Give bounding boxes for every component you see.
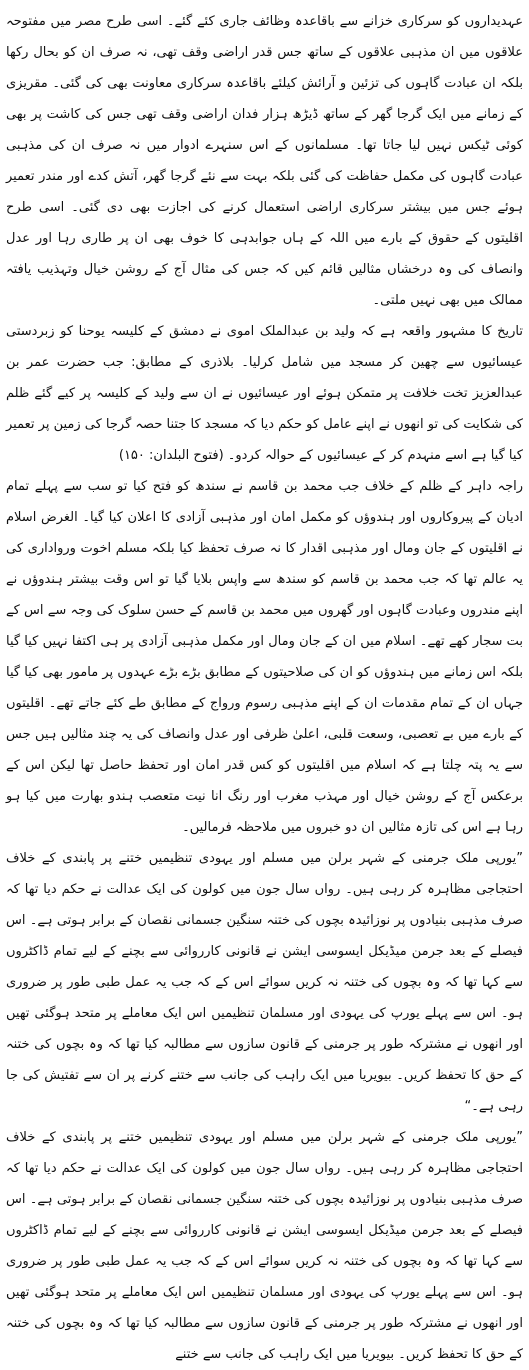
- paragraph-minority-rights: عہدیداروں کو سرکاری خزانے سے باقاعدہ وظائف جاری کئے گئے۔ اسی طرح مصر میں مفتوحہ علاقوں میں ان مذہبی علاقوں کے ساتھ جس قدر اراضی وقف تھی، نہ صرف ان کو بحال رکھا بلکہ ان عبادت گاہوں کی تزئین و آرائش کیلئے باقاعدہ سرکاری معاونت بھی کی گئی۔ مقریزی کے زمانے میں ایک گرجا گھر کے ساتھ ڈیڑھ ہزار فدان اراضی وقف تھی جس کی کاشت پر بھی کوئی ٹیکس نہیں لیا جاتا تھا۔ مسلمانوں کے اس سنہرے ادوار میں نہ صرف ان کی مذہبی عبادت گاہوں کی مکمل حفاظت کی گئی بلکہ بہت سے نئے گرجا گھر، آتش کدے اور مندر تعمیر ہوئے جس میں بیشتر سرکاری اراضی استعمال کرنے کی اجازت بھی دی گئی۔ اسی طرح اقلیتوں کے حقوق کے بارے میں اللہ کے ہاں جوابدہی کا خوف بھی ان پر طاری رہا اور عدل وانصاف کی وہ درخشاں مثالیں قائم کیں کہ جس کی مثال آج کے روشن خیال وتہذیب یافتہ ممالک میں بھی نہیں ملتی۔: [6, 14, 523, 308]
- paragraph-sindh-conquest: راجہ داہر کے ظلم کے خلاف جب محمد بن قاسم نے سندھ کو فتح کیا تو سب سے پہلے تمام ادیان کے پیروکاروں اور ہندوؤں کو مکمل امان اور مذہبی آزادی کا اعلان کیا گیا۔ الغرض اسلام نے اقلیتوں کے جان ومال اور مذہبی اقدار کا نہ صرف تحفظ کیا بلکہ مسلم اخوت ورواداری کی یہ عالم تھا کہ جب محمد بن قاسم کو سندھ سے واپس بلایا گیا تو اس وقت بیشتر ہندوؤں نے اپنے مندروں وعبادت گاہوں اور گھروں میں محمد بن قاسم کے حسن سلوک کی وجہ سے اس کے بت سجار کھے تھے۔ اسلام میں ان کے جان ومال اور مکمل مذہبی آزادی پر ہی اکتفا نہیں کیا گیا بلکہ اس زمانے میں ہندوؤں کو ان کی صلاحیتوں کے مطابق بڑے بڑے عہدوں پر مامور بھی کیا گیا جہاں ان کے تمام مقدمات ان کے اپنے مذہبی رسوم ورواج کے مطابق طے کئے جاتے تھے۔ اقلیتوں کے بارے میں بے تعصبی، وسعت قلبی، اعلیٰ ظرفی اور عدل وانصاف کی یہ چند مثالیں ہیں جس سے یہ پتہ چلتا ہے کہ اسلام میں اقلیتوں کو کس قدر امان اور تحفظ حاصل تھا لیکن اس کے برعکس آج کے روشن خیال اور مہذب مغرب اور رنگ انا نیت متعصب ہندو بھارت میں کیا ہو رہا ہے اس کی تازہ مثالیں ان دو خبروں میں ملاحظہ فرمالیں۔: [6, 479, 523, 835]
- paragraph-news-quote-2: ”یورپی ملک جرمنی کے شہر برلن میں مسلم اور یہودی تنظیمیں ختنے پر پابندی کے خلاف احتجاجی مظاہرہ کر رہی ہیں۔ رواں سال جون میں کولون کی ایک عدالت نے حکم دیا تھا کہ صرف مذہبی بنیادوں پر نوزائیدہ بچوں کی ختنہ سنگین جسمانی نقصان کے برابر ہوتی ہے۔ اس فیصلے کے بعد جرمن میڈیکل ایسوسی ایشن نے قانونی کارروائی سے بچنے کے لیے تمام ڈاکٹروں سے کہا تھا کہ وہ بچوں کی ختنہ نہ کریں سوائے اس کے کہ جب یہ عمل طبی طور پر ضروری ہو۔ اس سے پہلے یورپ کی یہودی اور مسلمان تنظیمیں اس ایک معاملے پر متحد ہوگئی تھیں اور انھوں نے مشترکہ طور پر جرمنی کے قانون سازوں سے مطالبہ کیا تھا کہ وہ بچوں کی ختنہ کے حق کا تحفظ کریں۔ بیویریا میں ایک راہب کی جانب سے ختنے: [6, 1130, 523, 1362]
- paragraph-news-quote-1: ”یورپی ملک جرمنی کے شہر برلن میں مسلم اور یہودی تنظیمیں ختنے پر پابندی کے خلاف احتجاجی مظاہرہ کر رہی ہیں۔ رواں سال جون میں کولون کی ایک عدالت نے حکم دیا تھا کہ صرف مذہبی بنیادوں پر نوزائیدہ بچوں کی ختنہ سنگین جسمانی نقصان کے برابر ہوتی ہے۔ اس فیصلے کے بعد جرمن میڈیکل ایسوسی ایشن نے قانونی کارروائی سے بچنے کے لیے تمام ڈاکٹروں سے کہا تھا کہ وہ بچوں کی ختنہ نہ کریں سوائے اس کے کہ جب یہ عمل طبی طور پر ضروری ہو۔ اس سے پہلے یورپ کی یہودی اور مسلمان تنظیمیں اس ایک معاملے پر متحد ہوگئی تھیں اور انھوں نے مشترکہ طور پر جرمنی کے قانون سازوں سے مطالبہ کیا تھا کہ وہ بچوں کی ختنہ کے حق کا تحفظ کریں۔ بیویریا میں ایک راہب کی جانب سے ختنے کرنے پر ان سے تفتیش کی جا رہی ہے۔“: [6, 851, 523, 1114]
- paragraph-damascus-church: تاریخ کا مشہور واقعہ ہے کہ ولید بن عبدالملک اموی نے دمشق کے کلیسہ یوحنا کو زبردستی عیسائیوں سے چھین کر مسجد میں شامل کرلیا۔ بلاذری کے مطابق: جب حضرت عمر بن عبدالعزیز تخت خلافت پر متمکن ہوئے اور عیسائیوں نے ان سے ولید کے کلیسہ پر کیے گئے ظلم کی شکایت کی تو انھوں نے اپنے عامل کو حکم دیا کہ مسجد کا جتنا حصہ گرجا کی زمین پر تعمیر کیا گیا ہے اسے منہدم کر کے عیسائیوں کے حوالہ کردو۔ (فتوح البلدان: ۱۵۰): [6, 324, 523, 463]
